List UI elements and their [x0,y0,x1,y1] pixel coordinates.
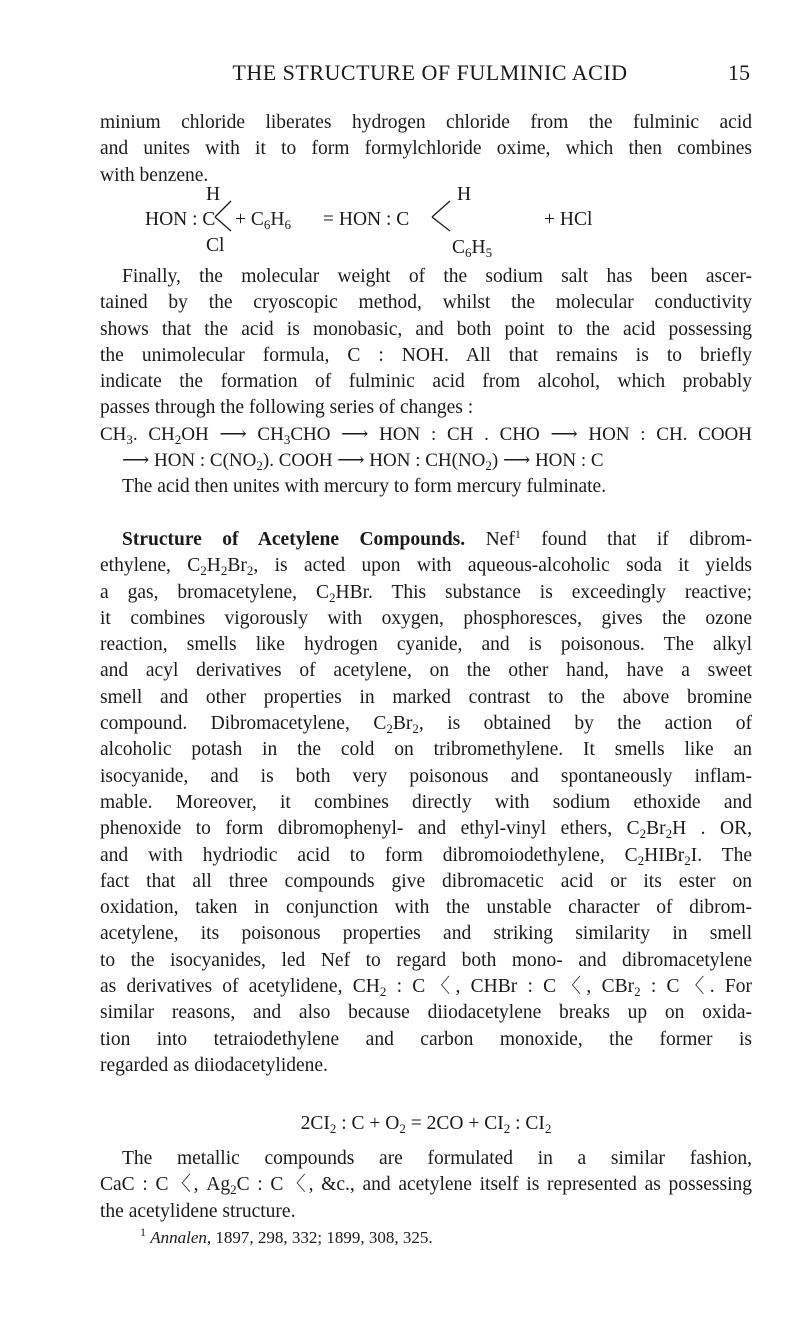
equation-diiodacetylidene: $2CI_2$ : $C + O_2 = 2CO + CI_2$ : $CI_2$ [300,1113,552,1136]
text-line: as derivatives of acetylidene, $CH_2$ : C〈, CHBr : C〈, CBr$_2$ : C〈. For [100,976,752,1000]
text-line: indicate the formation of fulminic acid from alcohol, which probably [100,371,752,393]
text-line: acetylene, its poisonous properties and striking similarity in smell [100,923,752,945]
paragraph-intro [100,110,752,189]
text-line: tion into tetraiodethylene and carbon monoxide, the former is [100,1028,752,1050]
text-line: the acetylidene structure. [100,1200,296,1222]
eq1-plus-benzene: + $C_6H_6$ [235,209,291,232]
text-line: and unites with it to form formylchloride oxime, which then combines [100,138,752,160]
text-line: CaC : C〈, $Ag_2C$ : C〈, &c., and acetylene itself is represented as possessing [100,1174,752,1198]
text-line: The acid then unites with mercury to form mercury fulminate. [122,476,607,497]
paragraph-acetylene [100,527,752,1079]
eq1-lhs: HON : C [145,209,216,230]
text-line: fact that all three compounds give dibromacetic acid or its ester on [100,870,752,892]
section-heading: Structure of Acetylene Compounds. [122,529,466,550]
footnote-mark: 1 [140,1225,146,1239]
text-line: similar reasons, and also because diiodacetylene breaks up on oxida- [100,1002,752,1024]
text-line: shows that the acid is monobasic, and both point to the acid possessing [100,318,752,340]
text-line: ethylene, $C_2H_2Br_2$, is acted upon with aqueous-alcoholic soda it yields [100,555,752,579]
text-line: and acyl derivatives of acetylene, on the other hand, have a sweet [100,660,752,682]
eq1-equals-rhs: = HON : C [323,209,410,230]
text-line: regarded as diiodacetylidene. [100,1054,328,1076]
text-line: tained by the cryoscopic method, whilst the molecular conductivity [100,292,752,314]
text-line: mable. Moreover, it combines directly with sodium ethoxide and [100,791,752,813]
reaction-chain [100,422,752,475]
text-line: The metallic compounds are formulated in a similar fashion, [122,1148,752,1169]
running-header [110,60,750,90]
text-line: passes through the following series of changes : [100,397,474,419]
text-line: to the isocyanides, led Nef to regard both mono- and dibromacetylene [100,949,752,971]
eq1-plus-hcl: + HCl [544,209,593,230]
footnote-ref: 1 [514,527,521,541]
eq1-h-top-right: H [457,184,472,205]
chain-line-2: ⟶ HON : $C(NO_2)$. COOH ⟶ HON : $CH(NO_2)$ ⟶ HON : C [122,450,604,474]
footnote [100,1225,752,1251]
text-line: oxidation, taken in conjunction with the unstable character of dibrom- [100,897,752,919]
text-line: Finally, the molecular weight of the sodium salt has been ascer- [122,266,752,287]
text-line: phenoxide to form dibromophenyl- and ethyl-vinyl ethers, $C_2Br_2H$ . OR, [100,818,752,842]
running-title: THE STRUCTURE OF FULMINIC ACID [232,60,628,85]
eq1-bond-lines-left [213,197,235,235]
text-line: compound. Dibromacetylene, $C_2Br_2$, is obtained by the action of [100,713,752,737]
text-line: the unimolecular formula, C : NOH. All that remains is to briefly [100,344,752,366]
chain-line-1: $CH_3$. $CH_2OH$ ⟶ $CH_3CHO$ ⟶ HON : CH . CHO ⟶ HON : CH. COOH [100,424,752,447]
eq1-cl-bottom: Cl [206,235,225,256]
eq1-bond-lines-right [430,197,452,235]
eq1-phenyl: $C_6H_5$ [452,237,493,260]
paragraph-mercury [100,474,752,500]
text-line: isocyanide, and is both very poisonous and spontaneously inflam- [100,765,752,787]
footnote-refs: 1897, 298, 332; 1899, 308, 325. [211,1228,433,1247]
paragraph-metallic [100,1146,752,1225]
text-line: it combines vigorously with oxygen, phosphoresces, gives the ozone [100,607,752,629]
footnote-journal: Annalen, [150,1228,212,1247]
text-line: with benzene. [100,164,209,186]
page-number: 15 [728,60,750,85]
text-line: and with hydriodic acid to form dibromoiodethylene, $C_2HIBr_2I$. The [100,844,752,868]
text-line: minium chloride liberates hydrogen chloride from the fulminic acid [100,112,752,133]
text-line: Structure of Acetylene Compounds. Nef$^1$ found that if dibrom- [122,527,753,550]
text-line: smell and other properties in marked contrast to the above bromine [100,686,752,708]
text-line: alcoholic potash in the cold on tribromethylene. It smells like an [100,739,752,761]
text-line: reaction, smells like hydrogen cyanide, and is poisonous. The alkyl [100,634,752,656]
paragraph-molecular-weight [100,264,752,422]
eq1-h-top-left: H [206,184,221,205]
text-line: a gas, bromacetylene, $C_2HBr$. This substance is exceedingly reactive; [100,581,752,605]
